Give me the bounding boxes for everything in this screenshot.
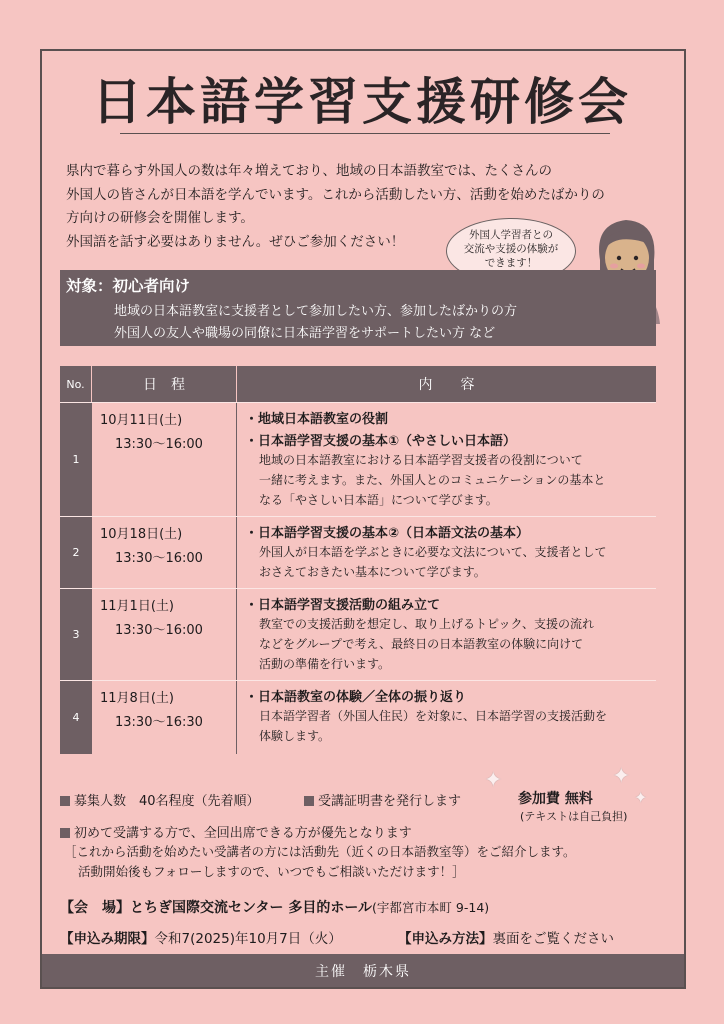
table-row bbox=[60, 588, 656, 680]
capacity-note: 募集人数 40名程度（先着順） bbox=[60, 790, 260, 809]
fee: 参加費 無料 bbox=[518, 791, 593, 807]
row-number: 1 bbox=[60, 403, 92, 516]
row-number: 4 bbox=[60, 681, 92, 754]
page-title: 日本語学習支援研修会 bbox=[92, 72, 632, 131]
row-content-cell bbox=[237, 681, 656, 754]
table-row bbox=[60, 516, 656, 588]
referral-note: ［これから活動を始めたい受講者の方には活動先（近くの日本語教室等）をご紹介します。 bbox=[64, 844, 576, 859]
row-number: 3 bbox=[60, 589, 92, 680]
row-content-cell bbox=[237, 403, 656, 516]
topic-description: 教室での支援活動を想定し、取り上げるトピック、支援の流れ bbox=[259, 617, 595, 631]
target-audience-box bbox=[60, 270, 656, 346]
session-date: 10月11日(土) bbox=[100, 413, 183, 428]
bubble-line: 交流や支援の体験が bbox=[463, 243, 559, 255]
bubble-line: できます！ bbox=[484, 257, 538, 269]
topic-description: 外国人が日本語を学ぶときに必要な文法について、支援者として bbox=[259, 545, 607, 559]
application-method: 【申込み方法】裏面をご覧ください bbox=[398, 931, 614, 947]
square-bullet-icon bbox=[60, 828, 70, 838]
square-bullet-icon bbox=[60, 796, 70, 806]
referral-note: 活動開始後もフォローしますので、いつでもご相談いただけます！］ bbox=[78, 864, 465, 879]
sparkle-icon: ✦ bbox=[612, 764, 631, 789]
session-date: 11月8日(土) bbox=[100, 691, 174, 706]
fee-note: (テキストは自己負担) bbox=[520, 810, 628, 823]
row-date-cell bbox=[92, 589, 237, 680]
session-time: 13:30～16:00 bbox=[115, 437, 203, 452]
topic-heading: ・地域日本語教室の役割 bbox=[245, 412, 389, 427]
intro-line: 外国人の皆さんが日本語を学んでいます。これから活動したい方、活動を始めたばかりの bbox=[66, 186, 605, 203]
square-bullet-icon bbox=[304, 796, 314, 806]
row-date-cell bbox=[92, 681, 237, 754]
topic-description: などをグループで考え、最終日の日本語教室の体験に向けて bbox=[259, 637, 584, 651]
intro-text bbox=[66, 160, 666, 254]
topic-description: 体験します。 bbox=[259, 729, 331, 743]
topic-description: 日本語学習者（外国人住民）を対象に、日本語学習の支援活動を bbox=[259, 709, 608, 723]
deadline: 【申込み期限】令和7(2025)年10月7日（火） bbox=[60, 931, 342, 947]
topic-description: 一緒に考えます。また、外国人とのコミュニケーションの基本と bbox=[259, 473, 606, 487]
venue: 【会 場】とちぎ国際交流センター 多目的ホール(宇都宮市本町 9-14) bbox=[60, 900, 490, 916]
sparkle-icon: ✦ bbox=[484, 768, 503, 793]
certificate-note: 受講証明書を発行します bbox=[304, 790, 461, 809]
sparkle-icon: ✦ bbox=[634, 788, 648, 807]
topic-heading: ・日本語学習支援の基本①（やさしい日本語） bbox=[245, 434, 517, 449]
intro-line: 方向けの研修会を開催します。 bbox=[66, 210, 254, 226]
row-content-cell bbox=[237, 589, 656, 680]
target-title: 対象：初心者向け bbox=[66, 277, 191, 295]
session-date: 11月1日(土) bbox=[100, 599, 174, 614]
topic-heading: ・日本語学習支援の基本②（日本語文法の基本） bbox=[245, 526, 530, 541]
table-row bbox=[60, 402, 656, 516]
row-date-cell bbox=[92, 403, 237, 516]
topic-description: 活動の準備を行います。 bbox=[259, 657, 391, 671]
bubble-line: 外国人学習者との bbox=[469, 229, 553, 241]
sponsor-bar: 主催 栃木県 bbox=[42, 954, 684, 987]
header-date: 日 程 bbox=[92, 366, 236, 402]
topic-description: おさえておきたい基本について学びます。 bbox=[259, 565, 486, 579]
row-date-cell bbox=[92, 517, 237, 588]
topic-heading: ・日本語学習支援活動の組み立て bbox=[245, 598, 441, 613]
intro-line: 外国語を話す必要はありません。ぜひご参加ください！ bbox=[66, 233, 405, 250]
row-number: 2 bbox=[60, 517, 92, 588]
header-no: No. bbox=[60, 366, 91, 402]
title-underline bbox=[120, 133, 610, 134]
session-time: 13:30～16:00 bbox=[115, 551, 203, 566]
session-time: 13:30～16:00 bbox=[115, 623, 203, 638]
session-time: 13:30～16:30 bbox=[115, 715, 203, 730]
topic-description: 地域の日本語教室における日本語学習支援者の役割について bbox=[259, 453, 583, 467]
topic-description: なる「やさしい日本語」について学びます。 bbox=[259, 493, 498, 507]
priority-note: 初めて受講する方で、全回出席できる方が優先となります bbox=[60, 822, 412, 841]
topic-heading: ・日本語教室の体験／全体の振り返り bbox=[245, 690, 467, 705]
intro-line: 県内で暮らす外国人の数は年々増えており、地域の日本語教室では、たくさんの bbox=[66, 163, 552, 179]
table-row bbox=[60, 680, 656, 754]
target-line: 外国人の友人や職場の同僚に日本語学習をサポートしたい方 など bbox=[114, 326, 496, 341]
header-content: 内 容 bbox=[237, 366, 656, 402]
target-line: 地域の日本語教室に支援者として参加したい方、参加したばかりの方 bbox=[114, 304, 518, 319]
session-date: 10月18日(土) bbox=[100, 527, 183, 542]
row-content-cell bbox=[237, 517, 656, 588]
